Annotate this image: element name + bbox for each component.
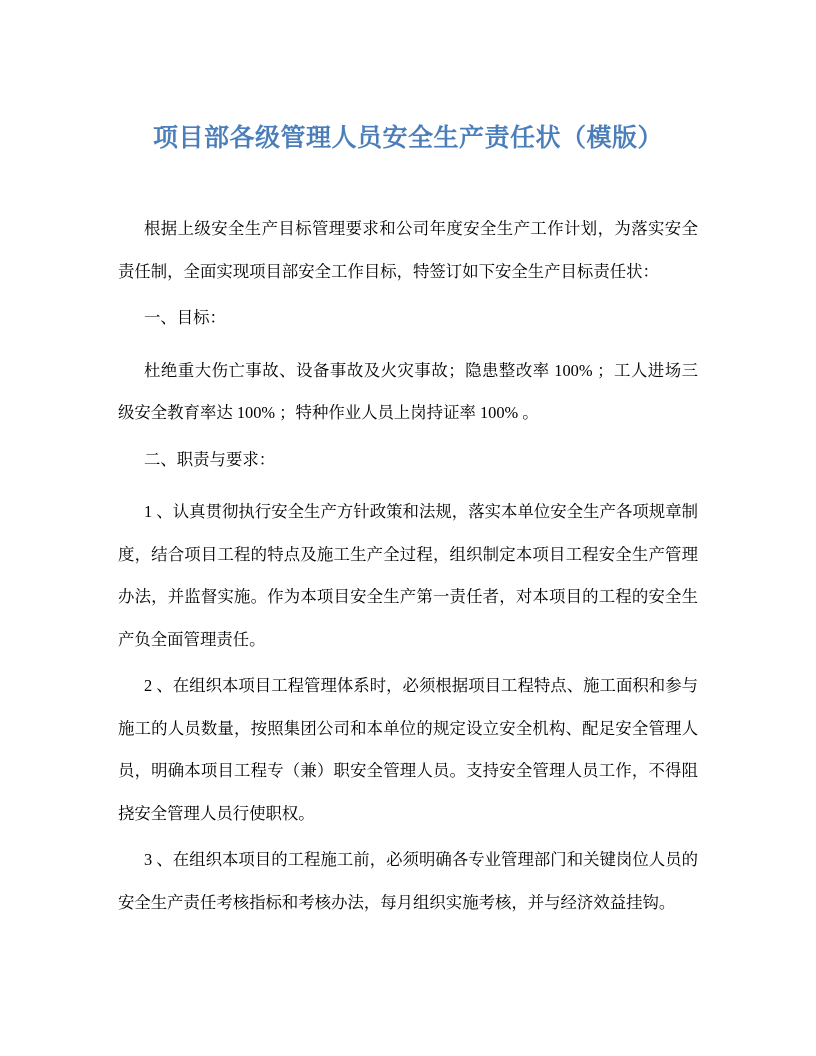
document-title: 项目部各级管理人员安全生产责任状（模版） xyxy=(152,125,663,152)
section-heading-goals: 一、目标： xyxy=(144,308,226,327)
section-heading-duties: 二、职责与要求： xyxy=(144,449,276,469)
goals-paragraph: 杜绝重大伤亡事故、设备事故及火灾事故；隐患整改率 100% ；工人进场三级安全教育率达 100% ；特种作业人员上岗持证率 100% 。 xyxy=(118,360,698,422)
intro-paragraph: 根据上级安全生产目标管理要求和公司年度安全生产工作计划，为落实安全责任制，全面实现项目部安全工作目标，特签订如下安全生产目标责任状： xyxy=(118,219,698,281)
duty-item-1: 1 、认真贯彻执行安全生产方针政策和法规，落实本单位安全生产各项规章制度，结合项目工程的特点及施工生产全过程，组织制定本项目工程安全生产管理办法，并监督实施。作为本项目安全生产第一责任者，对本项目的工程的安全生产负全面管理责任。 xyxy=(118,502,698,649)
duty-item-3: 3 、在组织本项目的工程施工前，必须明确各专业管理部门和关键岗位人员的安全生产责任考核指标和考核办法，每月组织实施考核，并与经济效益挂钩。 xyxy=(118,850,698,912)
duty-item-2: 2 、在组织本项目工程管理体系时，必须根据项目工程特点、施工面积和参与施工的人员数量，按照集团公司和本单位的规定设立安全机构、配足安全管理人员，明确本项目工程专（兼）职安全管理人员。支持安全管理人员工作，不得阻挠安全管理人员行使职权。 xyxy=(118,676,698,823)
